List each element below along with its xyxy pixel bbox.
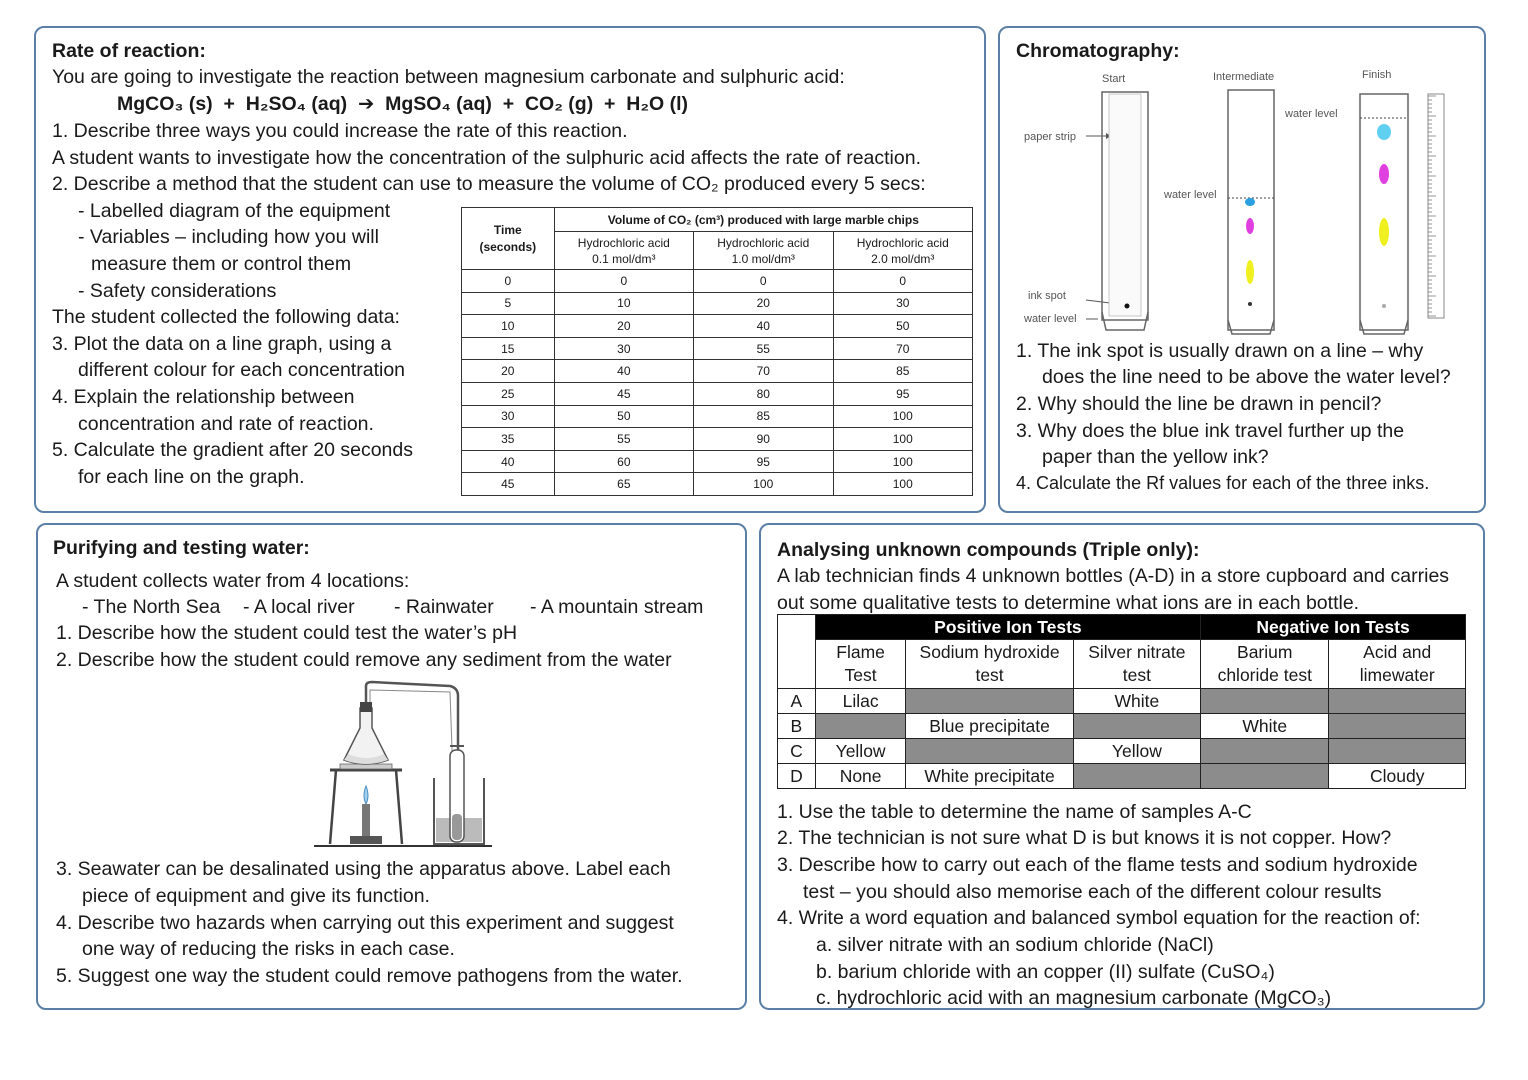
bacl2-result-cell <box>1201 739 1329 764</box>
rate-collected: The student collected the following data: <box>52 306 400 328</box>
naoh-result-cell <box>906 689 1073 714</box>
rate-bullet-1: - Labelled diagram of the equipment <box>78 200 391 222</box>
time-cell: 25 <box>462 382 555 405</box>
time-cell: 10 <box>462 315 555 338</box>
col-header-1-0 <box>694 232 833 270</box>
volume-cell: 40 <box>694 315 833 338</box>
volume-cell: 10 <box>554 292 693 315</box>
rate-title: Rate of reaction: <box>52 40 206 62</box>
rate-q4b: concentration and rate of reaction. <box>78 413 374 435</box>
time-cell: 20 <box>462 360 555 383</box>
ion-tests-table <box>777 614 1466 789</box>
sample-id-cell: D <box>778 764 816 789</box>
bacl2-result-cell <box>1201 689 1329 714</box>
rate-q5a: 5. Calculate the gradient after 20 seconds <box>52 439 413 461</box>
water-q4b: one way of reducing the risks in each case. <box>82 938 455 960</box>
volume-cell: 95 <box>833 382 973 405</box>
tube-finish <box>1360 94 1408 334</box>
unknown-intro-2: out some qualitative tests to determine what ions are in each bottle. <box>777 592 1360 614</box>
unknown-q2: 2. The technician is not sure what D is but knows it is not copper. How? <box>777 827 1392 849</box>
rate-bullet-2b: measure them or control them <box>91 253 352 275</box>
volume-cell: 85 <box>694 405 833 428</box>
rate-q3a: 3. Plot the data on a line graph, using a <box>52 333 392 355</box>
water-q2: 2. Describe how the student could remove any sediment from the water <box>56 649 672 671</box>
unknown-qc: c. hydrochloric acid with an magnesium carbonate (MgCO₃) <box>816 987 1332 1009</box>
flame-result-cell <box>815 714 906 739</box>
water-loc-1: - The North Sea <box>82 596 221 618</box>
volume-cell: 70 <box>833 337 973 360</box>
volume-cell: 95 <box>694 450 833 473</box>
flame-test-header-line-1: Flame <box>836 642 885 662</box>
table-row <box>462 270 973 293</box>
rate-bullet-2a: - Variables – including how you will <box>78 226 379 248</box>
volume-cell: 0 <box>694 270 833 293</box>
col-header-0-1 <box>554 232 693 270</box>
time-cell: 35 <box>462 428 555 451</box>
table-row <box>778 739 1466 764</box>
acid-header-line-2: limewater <box>1359 665 1435 685</box>
col-header-1-0-text: Hydrochloric acid 1.0 mol/dm³ <box>717 235 810 266</box>
rate-q2: 2. Describe a method that the student can use to measure the volume of CO₂ produced every 5 secs: <box>52 173 926 195</box>
flame-result-cell: None <box>815 764 906 789</box>
acid-result-cell <box>1329 739 1466 764</box>
volume-cell: 90 <box>694 428 833 451</box>
flame-test-header <box>815 640 906 689</box>
acid-header <box>1329 640 1466 689</box>
flame-test-header-line-2: Test <box>844 665 877 685</box>
yellow-ink-spot <box>1246 260 1254 284</box>
naoh-header <box>906 640 1073 689</box>
volume-cell: 40 <box>554 360 693 383</box>
table-row <box>462 337 973 360</box>
agno3-result-cell: White <box>1073 689 1200 714</box>
table-row <box>778 689 1466 714</box>
volume-cell: 100 <box>833 450 973 473</box>
agno3-header <box>1073 640 1200 689</box>
water-loc-2: - A local river <box>243 596 355 618</box>
time-cell: 15 <box>462 337 555 360</box>
bacl2-result-cell: White <box>1201 714 1329 739</box>
naoh-result-cell: White precipitate <box>906 764 1073 789</box>
sample-id-cell: C <box>778 739 816 764</box>
acid-result-cell <box>1329 689 1466 714</box>
sample-id-cell: B <box>778 714 816 739</box>
table-row <box>462 360 973 383</box>
chrom-q3a: 3. Why does the blue ink travel further up the <box>1016 420 1405 442</box>
rate-q5b: for each line on the graph. <box>78 466 305 488</box>
magenta-ink-finish <box>1379 164 1389 184</box>
distillation-apparatus <box>310 678 500 850</box>
label-finish: Finish <box>1362 69 1392 81</box>
volume-cell: 55 <box>694 337 833 360</box>
volume-cell: 60 <box>554 450 693 473</box>
label-intermediate: Intermediate <box>1213 71 1275 83</box>
agno3-header-line-1: Silver nitrate <box>1088 642 1186 662</box>
rate-context: A student wants to investigate how the concentration of the sulphuric acid affects the rate of reaction. <box>52 147 921 169</box>
time-header <box>462 208 555 270</box>
col-header-2-0 <box>833 232 973 270</box>
volume-cell: 65 <box>554 473 693 496</box>
table-row <box>462 450 973 473</box>
volume-cell: 50 <box>833 315 973 338</box>
positive-ion-header: Positive Ion Tests <box>815 615 1200 640</box>
chrom-q1b: does the line need to be above the water level? <box>1042 366 1451 388</box>
table-row <box>462 292 973 315</box>
flame-result-cell: Yellow <box>815 739 906 764</box>
col-header-2-0-text: Hydrochloric acid 2.0 mol/dm³ <box>856 235 949 266</box>
ion-corner-cell <box>778 615 816 640</box>
water-q5: 5. Suggest one way the student could remove pathogens from the water. <box>56 965 683 987</box>
volume-cell: 20 <box>694 292 833 315</box>
chrom-q4: 4. Calculate the Rf values for each of the three inks. <box>1016 473 1430 493</box>
table-row <box>778 764 1466 789</box>
table-row <box>462 405 973 428</box>
chromatography-diagram <box>1010 60 1480 340</box>
rate-intro: You are going to investigate the reaction between magnesium carbonate and sulphuric acid: <box>52 66 845 88</box>
water-loc-3: - Rainwater <box>394 596 494 618</box>
volume-cell: 30 <box>554 337 693 360</box>
volume-cell: 30 <box>833 292 973 315</box>
label-water-level-left: water level <box>1024 313 1077 325</box>
time-cell: 40 <box>462 450 555 473</box>
negative-ion-header: Negative Ion Tests <box>1201 615 1466 640</box>
naoh-header-line-1: Sodium hydroxide <box>919 642 1060 662</box>
volume-cell: 85 <box>833 360 973 383</box>
naoh-header-line-2: test <box>975 665 1004 685</box>
agno3-result-cell <box>1073 714 1200 739</box>
water-q1: 1. Describe how the student could test the water’s pH <box>56 622 518 644</box>
time-cell: 0 <box>462 270 555 293</box>
unknown-qa: a. silver nitrate with an sodium chloride (NaCl) <box>816 934 1214 956</box>
rate-data-table <box>461 207 973 496</box>
agno3-result-cell <box>1073 764 1200 789</box>
tube-intermediate <box>1228 90 1274 334</box>
agno3-result-cell: Yellow <box>1073 739 1200 764</box>
ion-corner-cell-2 <box>778 640 816 689</box>
volume-cell: 80 <box>694 382 833 405</box>
agno3-header-line-2: test <box>1122 665 1151 685</box>
volume-cell: 0 <box>833 270 973 293</box>
acid-result-cell <box>1329 714 1466 739</box>
label-water-level-right: water level <box>1285 108 1338 120</box>
table-row <box>462 428 973 451</box>
yellow-ink-finish <box>1379 218 1389 246</box>
table-row <box>778 714 1466 739</box>
water-intro: A student collects water from 4 locations: <box>56 570 410 592</box>
unknown-q3a: 3. Describe how to carry out each of the flame tests and sodium hydroxide <box>777 854 1418 876</box>
water-q3b: piece of equipment and give its function. <box>82 885 430 907</box>
bacl2-header <box>1201 640 1329 689</box>
ink-spot-icon <box>1125 304 1130 309</box>
table-row <box>462 382 973 405</box>
rate-q3b: different colour for each concentration <box>78 359 406 381</box>
volume-cell: 50 <box>554 405 693 428</box>
unknown-qb: b. barium chloride with an copper (II) sulfate (CuSO₄) <box>816 961 1275 983</box>
label-paper-strip: paper strip <box>1024 131 1076 143</box>
blue-ink-finish <box>1377 124 1391 140</box>
bacl2-header-line-1: Barium <box>1237 642 1293 662</box>
water-title: Purifying and testing water: <box>53 537 310 559</box>
chrom-q3b: paper than the yellow ink? <box>1042 446 1269 468</box>
table-row <box>462 473 973 496</box>
time-cell: 45 <box>462 473 555 496</box>
unknown-intro-1: A lab technician finds 4 unknown bottles (A-D) in a store cupboard and carries <box>777 565 1450 587</box>
rate-bullet-3: - Safety considerations <box>78 280 277 302</box>
ruler-icon <box>1428 94 1444 318</box>
chrom-title: Chromatography: <box>1016 40 1180 62</box>
time-cell: 30 <box>462 405 555 428</box>
table-row <box>462 315 973 338</box>
unknown-q1: 1. Use the table to determine the name of samples A-C <box>777 801 1252 823</box>
time-header-text: Time (seconds) <box>479 222 537 254</box>
flame-result-cell: Lilac <box>815 689 906 714</box>
naoh-result-cell: Blue precipitate <box>906 714 1073 739</box>
magenta-ink-spot <box>1246 218 1254 234</box>
naoh-result-cell <box>906 739 1073 764</box>
volume-cell: 100 <box>833 473 973 496</box>
time-cell: 5 <box>462 292 555 315</box>
volume-cell: 70 <box>694 360 833 383</box>
acid-result-cell: Cloudy <box>1329 764 1466 789</box>
tube-start <box>1102 92 1148 330</box>
water-q4a: 4. Describe two hazards when carrying out this experiment and suggest <box>56 912 674 934</box>
volume-cell: 100 <box>694 473 833 496</box>
volume-cell: 0 <box>554 270 693 293</box>
unknown-q4: 4. Write a word equation and balanced symbol equation for the reaction of: <box>777 907 1421 929</box>
label-water-level-mid: water level <box>1164 189 1217 201</box>
label-start: Start <box>1102 73 1126 85</box>
chrom-q2: 2. Why should the line be drawn in pencil? <box>1016 393 1382 415</box>
rate-equation: MgCO₃ (s) + H₂SO₄ (aq) ➔ MgSO₄ (aq) + CO₂ (g) + H₂O (l) <box>117 93 688 115</box>
volume-cell: 55 <box>554 428 693 451</box>
col-header-0-1-text: Hydrochloric acid 0.1 mol/dm³ <box>577 235 670 266</box>
sample-id-cell: A <box>778 689 816 714</box>
acid-header-line-1: Acid and <box>1363 642 1432 662</box>
rate-q4a: 4. Explain the relationship between <box>52 386 355 408</box>
blue-ink-spot <box>1245 198 1255 206</box>
unknown-q3b: test – you should also memorise each of the different colour results <box>803 881 1382 903</box>
volume-cell: 100 <box>833 405 973 428</box>
volume-cell: 45 <box>554 382 693 405</box>
chrom-q1a: 1. The ink spot is usually drawn on a line – why <box>1016 340 1424 362</box>
volume-cell: 20 <box>554 315 693 338</box>
label-ink-spot: ink spot <box>1028 290 1066 302</box>
rate-q1: 1. Describe three ways you could increase the rate of this reaction. <box>52 120 628 142</box>
unknown-title: Analysing unknown compounds (Triple only): <box>777 539 1200 561</box>
volume-cell: 100 <box>833 428 973 451</box>
bacl2-result-cell <box>1201 764 1329 789</box>
volume-header: Volume of CO₂ (cm³) produced with large marble chips <box>554 208 972 232</box>
water-loc-4: - A mountain stream <box>530 596 704 618</box>
bacl2-header-line-2: chloride test <box>1217 665 1312 685</box>
water-q3a: 3. Seawater can be desalinated using the apparatus above. Label each <box>56 858 671 880</box>
